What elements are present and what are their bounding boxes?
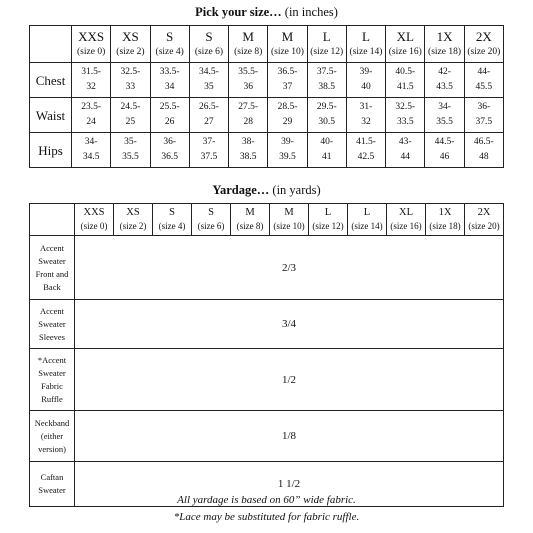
measurement-value: 46.5- <box>473 137 494 147</box>
yardage-item-label-line: Fabric <box>41 380 63 391</box>
measurement-cell <box>464 133 503 168</box>
measurement-value: 35 <box>204 82 214 92</box>
size-number: (size 0) <box>77 46 106 57</box>
measurement-value: 37.5 <box>200 152 218 162</box>
measurement-value: 26.5- <box>199 102 219 112</box>
size-number: (size 2) <box>116 46 145 57</box>
measurement-value: 44- <box>477 67 491 77</box>
measurement-cell <box>72 98 111 133</box>
measurement-row <box>30 63 504 98</box>
measurement-value: 36- <box>477 102 491 112</box>
measurement-value: 39- <box>281 137 294 147</box>
yardage-value: 2/3 <box>75 236 504 300</box>
size-label: XXS <box>78 28 105 44</box>
size-col-header <box>386 26 425 63</box>
measurement-cell <box>307 98 346 133</box>
yardage-item-label-line: Caftan <box>40 472 64 482</box>
measurement-cell <box>268 98 307 133</box>
measurement-value: 44 <box>400 152 410 162</box>
yardage-value: 1/8 <box>75 411 504 462</box>
measurement-cell <box>189 133 228 168</box>
yardage-item-label-line: Sweater <box>38 367 66 378</box>
yardage-col-header <box>114 204 153 236</box>
size-number: (size 16) <box>388 46 422 57</box>
size-col-header <box>425 26 464 63</box>
measurement-value: 35.5 <box>122 152 139 162</box>
note-fabric-width: All yardage is based on 60” wide fabric. <box>177 494 356 506</box>
size-number: (size 18) <box>429 221 461 231</box>
note-lace: *Lace may be substituted for fabric ruffle. <box>173 511 360 523</box>
measurement-value: 34- <box>84 137 98 147</box>
measurement-cell <box>346 133 385 168</box>
measurement-cell <box>425 133 464 168</box>
measurement-value: 42.5 <box>357 152 375 162</box>
measurement-cell <box>268 133 307 168</box>
size-label: L <box>362 28 370 44</box>
size-label: S <box>208 207 214 218</box>
measurement-cell <box>386 63 425 98</box>
size-number: (size 16) <box>390 221 422 231</box>
measurement-value: 40- <box>320 137 334 147</box>
measurement-value: 31.5- <box>81 67 102 77</box>
size-label: XL <box>396 28 414 44</box>
measurement-value: 38.5 <box>239 152 257 162</box>
measurement-value: 23.5- <box>81 102 102 112</box>
measurement-value: 43.5 <box>436 82 453 92</box>
size-label: S <box>205 28 213 44</box>
yardage-col-header <box>426 204 465 236</box>
size-header-row <box>30 26 504 63</box>
measurement-value: 41.5- <box>356 137 376 147</box>
yardage-col-header <box>75 204 114 236</box>
size-label: XS <box>126 207 140 218</box>
measurement-value: 29 <box>282 117 293 127</box>
measurement-cell <box>72 133 111 168</box>
size-label: L <box>363 207 371 218</box>
measurement-value: 36- <box>163 137 176 147</box>
size-label: 1X <box>436 28 453 44</box>
measurement-value: 32 <box>86 82 96 92</box>
measurement-cell <box>189 63 228 98</box>
measurement-value: 25 <box>125 117 136 127</box>
measurement-value: 34 <box>164 82 175 92</box>
size-number: (size 4) <box>158 221 186 231</box>
size-number: (size 20) <box>467 46 501 57</box>
yardage-col-header <box>231 204 270 236</box>
measurement-value: 36 <box>243 82 253 92</box>
size-col-header <box>189 26 228 63</box>
measurement-value: 32 <box>361 117 371 127</box>
measurement-value: 34- <box>438 102 451 112</box>
measurement-value: 37.5 <box>475 117 493 127</box>
measurement-cell <box>150 63 189 98</box>
size-chart-title-bold: Pick your size… <box>195 5 282 19</box>
measurement-cell <box>464 63 503 98</box>
measurement-value: 26 <box>164 117 175 127</box>
measurement-cell <box>229 63 268 98</box>
measurement-value: 41 <box>321 152 332 162</box>
measurement-value: 42- <box>438 67 451 77</box>
measurement-value: 24.5- <box>120 102 141 112</box>
measurement-value: 36.5 <box>161 152 178 162</box>
measurement-value: 35- <box>124 137 137 147</box>
yardage-title-unit: (in yards) <box>269 183 321 197</box>
yardage-col-header <box>309 204 348 236</box>
measurement-value: 36.5- <box>277 67 298 77</box>
measurement-value: 33.5- <box>159 67 180 77</box>
measurement-value: 39.5 <box>279 152 296 162</box>
measurement-value: 37 <box>282 82 293 92</box>
measurement-value: 37- <box>202 137 216 147</box>
yardage-title <box>0 183 533 198</box>
size-col-header <box>111 26 150 63</box>
measurement-cell <box>386 98 425 133</box>
measurement-cell <box>464 98 503 133</box>
measurement-cell <box>189 98 228 133</box>
measurement-cell <box>111 63 150 98</box>
yardage-row <box>30 411 504 462</box>
yardage-item-label <box>30 349 75 411</box>
size-number: (size 10) <box>270 46 304 57</box>
measurement-row <box>30 98 504 133</box>
size-label: XXS <box>83 207 105 218</box>
corner-cell <box>30 204 75 236</box>
measurement-cell <box>111 98 150 133</box>
yardage-title-bold: Yardage… <box>212 183 270 197</box>
size-label: L <box>324 207 332 218</box>
size-label: S <box>169 207 175 218</box>
yardage-item-label-line: Accent <box>39 242 65 253</box>
yardage-item-label-line: Sweater <box>38 255 66 266</box>
measurement-cell <box>150 133 189 168</box>
measurement-value: 31- <box>359 102 373 112</box>
size-label: M <box>281 28 294 44</box>
measurement-cell <box>346 63 385 98</box>
yardage-item-label-line: Neckband <box>34 417 70 428</box>
yardage-value: 1 1/2 <box>75 462 504 507</box>
yardage-item-label-line: Front and <box>35 268 69 279</box>
size-col-header <box>268 26 307 63</box>
size-col-header <box>72 26 111 63</box>
measurement-value: 41.5 <box>396 82 414 92</box>
measurement-value: 40 <box>361 82 371 92</box>
size-number: (size 8) <box>236 221 264 231</box>
measurement-value: 33.5 <box>396 117 414 127</box>
yardage-table <box>29 203 504 507</box>
measurement-value: 34.5 <box>82 152 100 162</box>
measurement-row <box>30 133 504 168</box>
size-label: 2X <box>477 207 491 218</box>
yardage-item-label-line: *Accent <box>37 354 67 365</box>
measurement-value: 43- <box>398 137 412 147</box>
measurement-value: 28 <box>243 117 253 127</box>
yardage-header-row <box>30 204 504 236</box>
measurement-value: 44.5- <box>434 137 455 147</box>
measurement-cell <box>111 133 150 168</box>
size-chart-title <box>0 5 533 20</box>
size-number: (size 6) <box>197 221 225 231</box>
size-label: M <box>245 207 255 218</box>
yardage-col-header <box>153 204 192 236</box>
yardage-item-label-line: Sweater <box>38 318 66 329</box>
measurement-value: 25.5- <box>159 102 180 112</box>
size-chart-title-unit: (in inches) <box>281 5 338 19</box>
measurement-value: 40.5- <box>395 67 416 77</box>
yardage-col-header <box>270 204 309 236</box>
measurement-cell <box>72 63 111 98</box>
yardage-col-header <box>192 204 231 236</box>
yardage-item-label-line: Sleeves <box>39 331 65 342</box>
size-label: S <box>166 28 174 44</box>
measurement-value: 32.5- <box>120 67 141 77</box>
yardage-item-label-line: Sweater <box>38 485 66 495</box>
size-col-header <box>229 26 268 63</box>
measurement-cell <box>150 98 189 133</box>
size-number: (size 14) <box>351 221 383 231</box>
size-col-header <box>150 26 189 63</box>
measurement-value: 24 <box>86 117 96 127</box>
measurement-cell <box>307 133 346 168</box>
measurement-value: 37.5- <box>316 67 337 77</box>
measurement-value: 38.5 <box>318 82 336 92</box>
yardage-item-label-line: version) <box>38 443 66 454</box>
yardage-row <box>30 349 504 411</box>
measurement-cell <box>425 98 464 133</box>
size-chart-table <box>29 25 504 168</box>
measurement-cell <box>268 63 307 98</box>
size-label: 2X <box>475 28 492 44</box>
yardage-row <box>30 300 504 349</box>
size-number: (size 12) <box>310 46 344 57</box>
size-number: (size 10) <box>273 221 305 231</box>
yardage-item-label-line: Accent <box>39 305 65 316</box>
yardage-item-label <box>30 236 75 300</box>
yardage-col-header <box>387 204 426 236</box>
yardage-col-header <box>348 204 387 236</box>
measurement-value: 27 <box>204 117 214 127</box>
measurement-value: 35.5- <box>238 67 259 77</box>
measurement-label: Waist <box>30 98 72 133</box>
measurement-value: 27.5- <box>238 102 259 112</box>
size-col-header <box>307 26 346 63</box>
size-col-header <box>346 26 385 63</box>
measurement-value: 32.5- <box>395 102 416 112</box>
yardage-value: 1/2 <box>75 349 504 411</box>
measurement-label: Hips <box>30 133 72 168</box>
yardage-item-label <box>30 411 75 462</box>
measurement-value: 34.5- <box>199 67 219 77</box>
size-number: (size 6) <box>194 46 224 57</box>
size-number: (size 4) <box>155 46 184 57</box>
size-number: (size 12) <box>312 221 344 231</box>
corner-cell <box>30 26 72 63</box>
measurement-cell <box>229 133 268 168</box>
measurement-value: 48 <box>479 152 489 162</box>
measurement-cell <box>425 63 464 98</box>
size-label: XS <box>122 28 139 44</box>
measurement-cell <box>229 98 268 133</box>
yardage-item-label-line: (either <box>40 430 64 441</box>
measurement-label: Chest <box>30 63 72 98</box>
size-label: M <box>242 28 254 44</box>
measurement-cell <box>307 63 346 98</box>
yardage-item-label-line: Back <box>43 281 61 292</box>
size-label: XL <box>399 207 413 218</box>
yardage-item-label <box>30 300 75 349</box>
measurement-cell <box>346 98 385 133</box>
yardage-item-label-line: Ruffle <box>41 393 63 404</box>
measurement-value: 28.5- <box>277 102 298 112</box>
size-number: (size 2) <box>119 221 147 231</box>
yardage-row <box>30 236 504 300</box>
size-label: L <box>322 28 331 44</box>
measurement-cell <box>386 133 425 168</box>
measurement-value: 33 <box>125 82 136 92</box>
measurement-value: 45.5 <box>475 82 493 92</box>
yardage-col-header <box>465 204 504 236</box>
size-label: 1X <box>438 207 452 218</box>
size-number: (size 8) <box>234 46 263 57</box>
size-number: (size 14) <box>349 46 383 57</box>
size-number: (size 18) <box>428 46 462 57</box>
measurement-value: 39- <box>359 67 373 77</box>
yardage-value: 3/4 <box>75 300 504 349</box>
size-label: M <box>284 207 294 218</box>
size-col-header <box>464 26 503 63</box>
size-number: (size 20) <box>468 221 500 231</box>
measurement-value: 30.5 <box>318 117 336 127</box>
measurement-value: 38- <box>241 137 255 147</box>
measurement-value: 46 <box>439 152 450 162</box>
measurement-value: 35.5 <box>436 117 453 127</box>
measurement-value: 29.5- <box>316 102 337 112</box>
size-number: (size 0) <box>80 221 108 231</box>
